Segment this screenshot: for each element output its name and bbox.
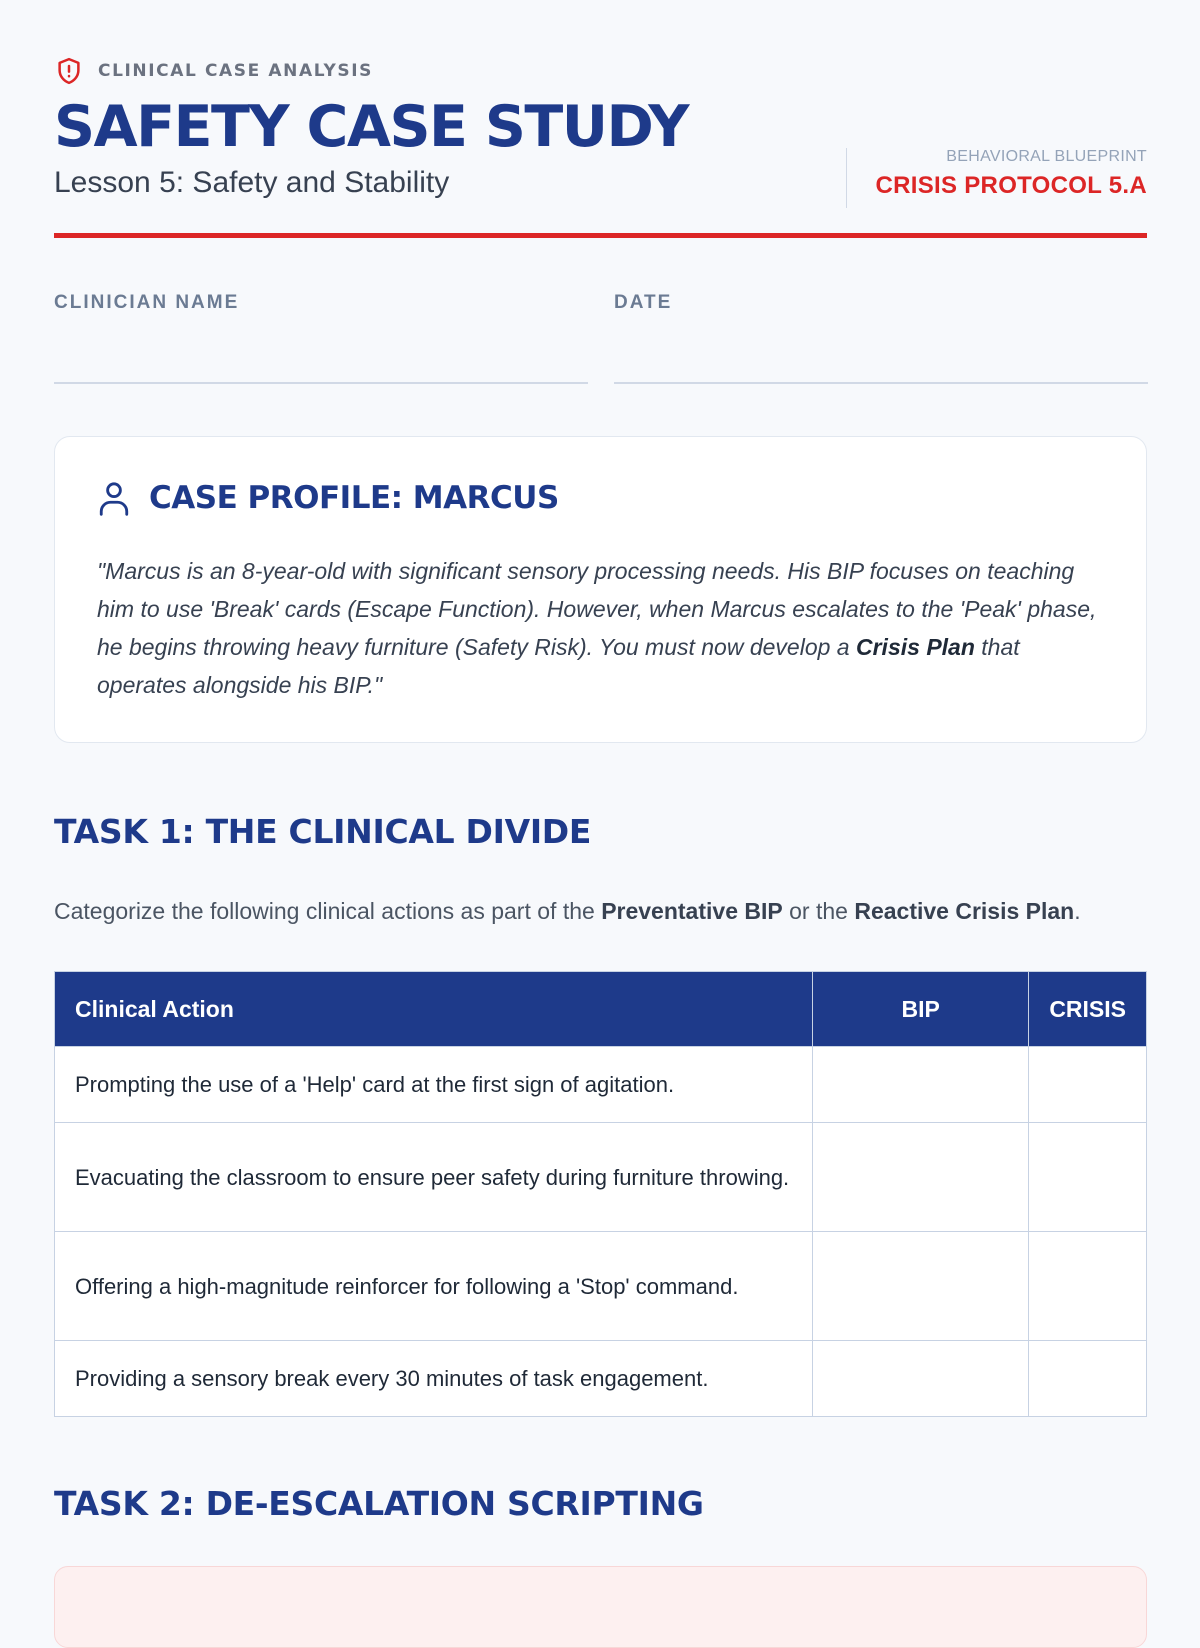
instr-part: . — [1074, 898, 1081, 924]
page-title: SAFETY CASE STUDY — [54, 94, 688, 160]
table-row — [55, 1123, 1147, 1232]
bip-answer-cell[interactable] — [813, 1232, 1029, 1341]
user-icon — [97, 479, 131, 517]
bip-answer-cell[interactable] — [813, 1047, 1029, 1123]
task1-title: TASK 1: THE CLINICAL DIVIDE — [54, 812, 592, 851]
crisis-answer-cell[interactable] — [1029, 1123, 1147, 1232]
case-text-part: that operates alongside his BIP." — [97, 634, 1020, 698]
table-row — [55, 1232, 1147, 1341]
protocol-meta-label: BEHAVIORAL BLUEPRINT — [946, 148, 1147, 165]
header-divider — [54, 233, 1147, 238]
protocol-meta-value: CRISIS PROTOCOL 5.A — [875, 172, 1147, 199]
clinician-name-field[interactable] — [54, 292, 588, 384]
action-cell: Prompting the use of a 'Help' card at the first sign of agitation. — [55, 1047, 813, 1123]
page-subtitle: Lesson 5: Safety and Stability — [54, 166, 450, 199]
instr-bold-bip: Preventative BIP — [601, 898, 783, 924]
case-profile-text — [97, 552, 1107, 704]
table-header-row — [55, 972, 1147, 1047]
protocol-meta — [846, 148, 1147, 208]
case-text-part: "Marcus is an 8-year-old with significant sensory processing needs. His BIP focuses on teaching him to use 'Break' cards (Escape Function). However, when Marcus escalates to the 'Peak' phase, he begins throwing heavy furniture (Safety Risk). You must now develop a — [97, 558, 1097, 660]
task1-instructions — [54, 898, 1081, 925]
table-row — [55, 1341, 1147, 1417]
table-row — [55, 1047, 1147, 1123]
crisis-answer-cell[interactable] — [1029, 1047, 1147, 1123]
instr-bold-crisis: Reactive Crisis Plan — [854, 898, 1075, 924]
case-profile-card — [54, 436, 1147, 743]
action-cell: Evacuating the classroom to ensure peer safety during furniture throwing. — [55, 1123, 813, 1232]
crisis-answer-cell[interactable] — [1029, 1341, 1147, 1417]
case-profile-header — [97, 479, 559, 517]
case-profile-title: CASE PROFILE: MARCUS — [149, 480, 559, 516]
bip-answer-cell[interactable] — [813, 1123, 1029, 1232]
action-cell: Providing a sensory break every 30 minutes of task engagement. — [55, 1341, 813, 1417]
column-header-bip: BIP — [813, 972, 1029, 1047]
action-cell: Offering a high-magnitude reinforcer for following a 'Stop' command. — [55, 1232, 813, 1341]
column-header-action: Clinical Action — [55, 972, 813, 1047]
date-label: DATE — [614, 292, 673, 313]
task2-script-box — [54, 1566, 1147, 1648]
header-kicker-text: CLINICAL CASE ANALYSIS — [98, 61, 374, 81]
clinical-actions-table — [54, 971, 1147, 1417]
crisis-answer-cell[interactable] — [1029, 1232, 1147, 1341]
instr-part: Categorize the following clinical actions as part of the — [54, 898, 602, 924]
case-text-bold: Crisis Plan — [856, 634, 975, 660]
clinician-name-label: CLINICIAN NAME — [54, 292, 240, 313]
instr-part: or the — [782, 898, 855, 924]
date-field[interactable] — [614, 292, 1148, 384]
column-header-crisis: CRISIS — [1029, 972, 1147, 1047]
header-kicker — [54, 56, 373, 86]
shield-alert-icon — [54, 56, 84, 86]
bip-answer-cell[interactable] — [813, 1341, 1029, 1417]
task2-title: TASK 2: DE-ESCALATION SCRIPTING — [54, 1484, 704, 1523]
